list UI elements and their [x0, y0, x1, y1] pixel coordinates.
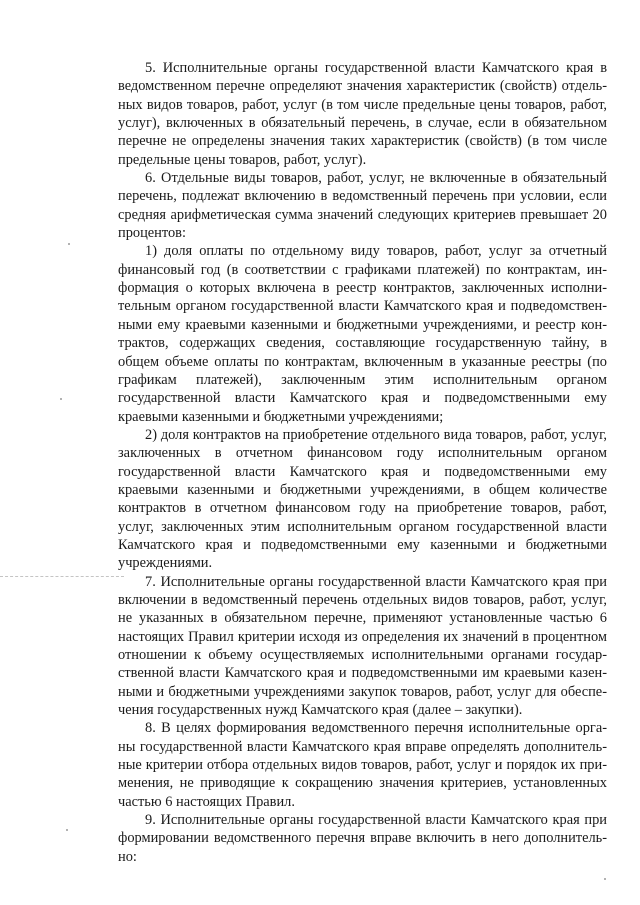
scan-artifact-dashed-line	[0, 576, 124, 577]
scan-speck	[604, 878, 606, 880]
paragraph-6: 6. Отдельные виды товаров, работ, услуг, не включенные в обязательный перечень, подлежат включению в ведомственный перечень при условии, если средняя арифметическая сумма значений следующих критериев превышает 20 процентов:	[118, 170, 607, 242]
document-body	[118, 59, 607, 866]
paragraph-9: 9. Исполнительные органы государственной власти Камчатского края при формировании ведомственного перечня вправе включить в него дополнительно:	[118, 812, 607, 865]
paragraph-8: 8. В целях формирования ведомственного перечня исполнительные органы государственной власти Камчатского края вправе определять дополнительные критерии отбора отдельных видов товаров, работ, услуг и порядок их применения, не приводящие к сокращению значения критериев, установленных частью 6 настоящих Правил.	[118, 720, 607, 810]
paragraph-5: 5. Исполнительные органы государственной власти Камчатского края в ведомственном перечне определяют значения характеристик (свойств) отдельных видов товаров, работ, услуг (в том числе предельные цены товаров, работ, услуг), включенных в обязательный перечень, в случае, если в обязательном перечне не определены значения таких характеристик (свойств) (в том числе предельные цены товаров, работ, услуг).	[118, 60, 607, 168]
paragraph-7: 7. Исполнительные органы государственной власти Камчатского края при включении в ведомственный перечень отдельных видов товаров, работ, услуг, не указанных в обязательном перечне, применяют установленные частью 6 настоящих Правил критерии исходя из определения их значений в процентном отношении к объему осуществляемых исполнительными органами государственной власти Камчатского края и подведомственными им краевыми казенными и бюджетными учреждениями закупок товаров, работ, услуг для обеспечения государственных нужд Камчатского края (далее – закупки).	[118, 573, 607, 719]
scan-speck	[66, 829, 68, 831]
paragraph-6-item-1: 1) доля оплаты по отдельному виду товаров, работ, услуг за отчетный финансовый год (в соответствии с графиками платежей) по контрактам, информация о которых включена в реестр контрактов, заключенных исполнительным органом государственной власти Камчатского края и подведомственными ему краевыми казенными и бюджетными учреждениями, и реестр контрактов, содержащих сведения, составляющие государственную тайну, в общем объеме оплаты по контрактам, включенным в указанные реестры (по графикам платежей), заключенным этим исполнительным органом государственной власти Камчатского края и подведомственными ему краевыми казенными и бюджетными учреждениями;	[118, 243, 607, 425]
scan-speck	[68, 243, 70, 245]
scan-speck	[60, 398, 62, 400]
paragraph-6-item-2: 2) доля контрактов на приобретение отдельного вида товаров, работ, услуг, заключенных в отчетном финансовом году исполнительным органом государственной власти Камчатского края и подведомственными ему краевыми казенными и бюджетными учреждениями, в общем количестве контрактов в отчетном финансовом году на приобретение товаров, работ, услуг, заключенных этим исполнительным органом государственной власти Камчатского края и подведомственными ему казенными и бюджетными учреждениями.	[118, 426, 607, 572]
